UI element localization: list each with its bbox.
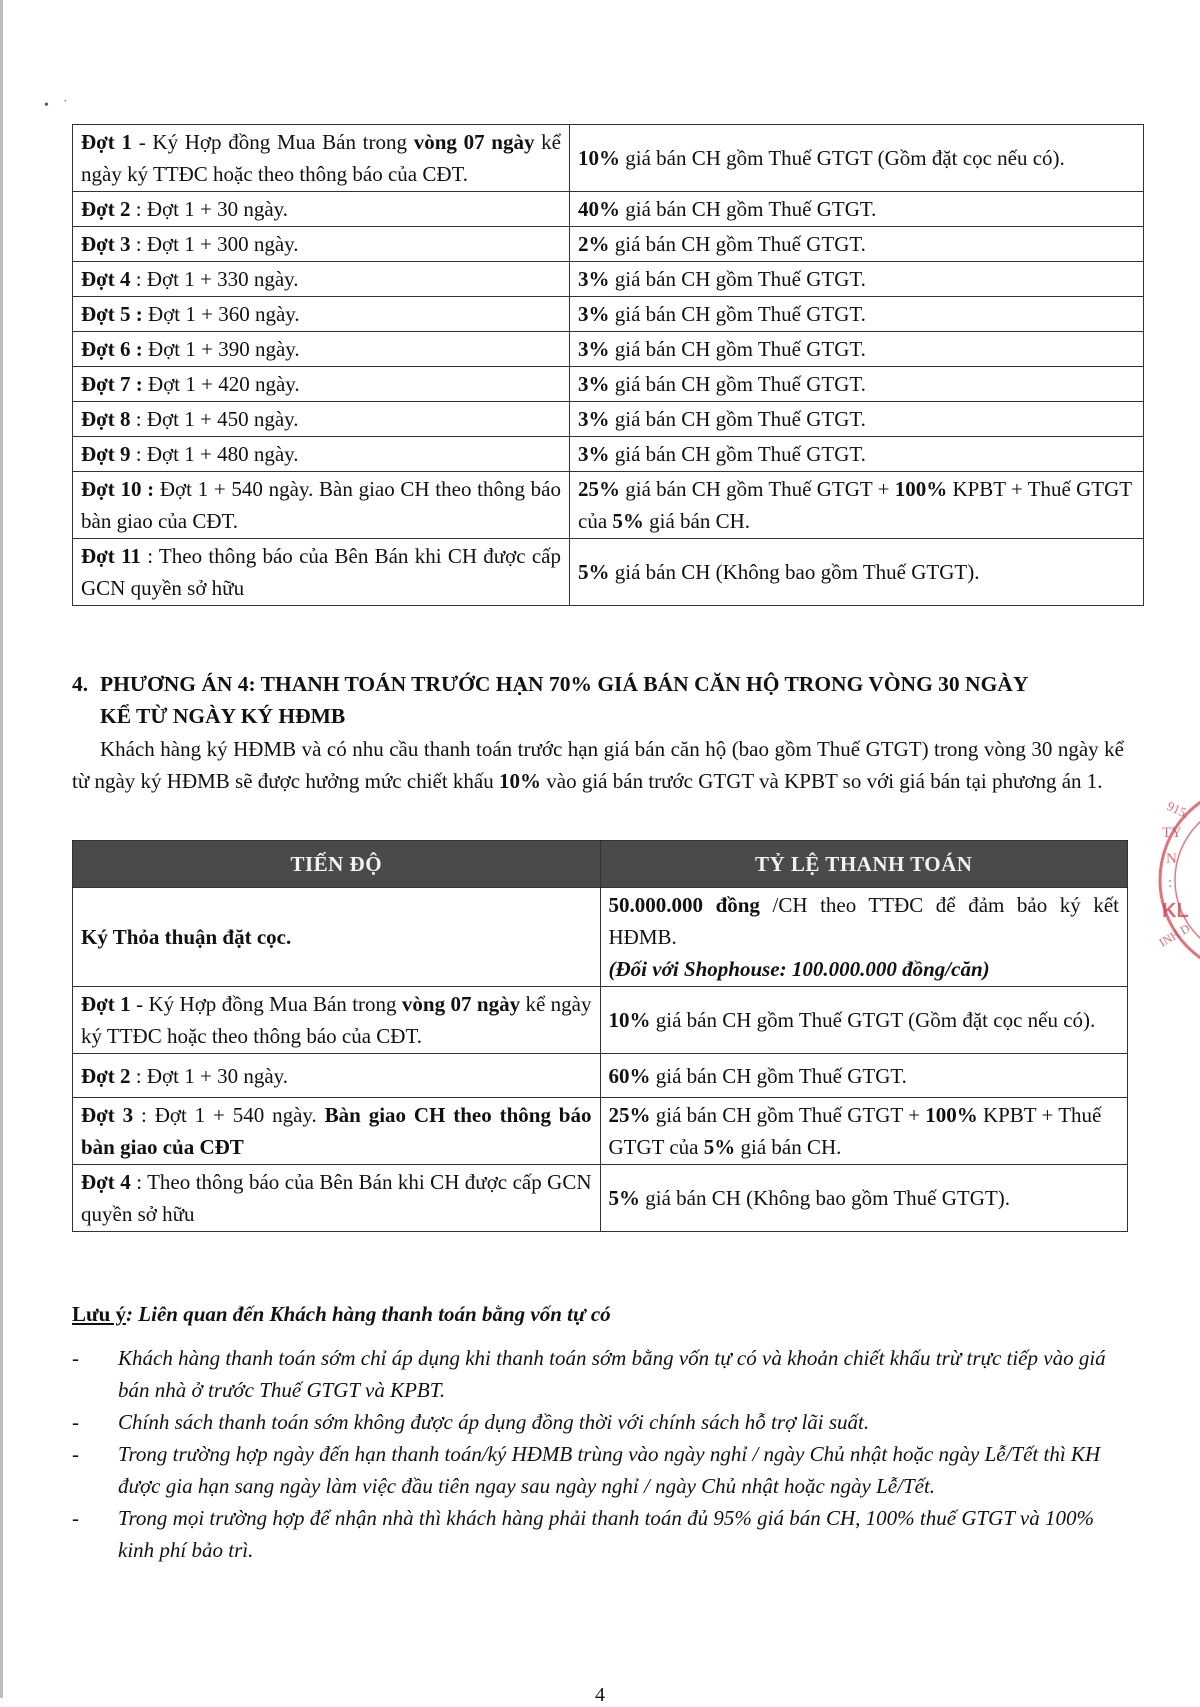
rate-cell: 60% giá bán CH gồm Thuế GTGT. [600, 1054, 1128, 1098]
note-heading: Lưu ý: Liên quan đến Khách hàng thanh toán bằng vốn tự có [72, 1302, 611, 1326]
table-row [73, 1098, 1128, 1165]
rate-cell: 3% giá bán CH gồm Thuế GTGT. [570, 297, 1144, 332]
list-item: - Khách hàng thanh toán sớm chỉ áp dụng khi thanh toán sớm bằng vốn tự có và khoản chiết khấu trừ trực tiếp vào giá bán nhà ở trước Thuế GTGT và KPBT. [72, 1346, 1106, 1402]
stage-cell: Đợt 1 - Ký Hợp đồng Mua Bán trong vòng 07 ngày kể ngày ký TTĐC hoặc theo thông báo của CĐT. [73, 125, 570, 192]
list-item: - Trong mọi trường hợp để nhận nhà thì khách hàng phải thanh toán đủ 95% giá bán CH, 100% thuế GTGT và 100% kinh phí bảo trì. [72, 1506, 1094, 1562]
table-row [73, 1165, 1128, 1232]
rate-cell: 3% giá bán CH gồm Thuế GTGT. [570, 332, 1144, 367]
scan-edge [0, 0, 3, 1698]
rate-cell: 10% giá bán CH gồm Thuế GTGT (Gồm đặt cọc nếu có). [600, 987, 1128, 1054]
section-4-description: Khách hàng ký HĐMB và có nhu cầu thanh toán trước hạn giá bán căn hộ (bao gồm Thuế GTGT) trong vòng 30 ngày kể từ ngày ký HĐMB sẽ được hưởng mức chiết khấu 10% vào giá bán trước GTGT và KPBT so với giá bán tại phương án 1. [72, 737, 1124, 793]
stage-cell: Đợt 7 : Đợt 1 + 420 ngày. [73, 367, 570, 402]
column-header-progress: TIẾN ĐỘ [73, 841, 601, 888]
table-row [73, 332, 1144, 367]
stage-cell: Đợt 4 : Đợt 1 + 330 ngày. [73, 262, 570, 297]
table-row [73, 437, 1144, 472]
table-row [73, 987, 1128, 1054]
svg-text::: : [1168, 875, 1173, 891]
page-number: 4 [595, 1684, 605, 1706]
list-item: - Trong trường hợp ngày đến hạn thanh toán/ký HĐMB trùng vào ngày nghỉ / ngày Chủ nhật hoặc ngày Lễ/Tết thì KH được gia hạn sang ngày làm việc đầu tiên ngay sau ngày nghỉ / ngày Chủ nhật hoặc ngày Lễ/Tết. [72, 1442, 1101, 1498]
svg-text:N: N [1166, 851, 1177, 867]
stage-cell: Đợt 3 : Đợt 1 + 300 ngày. [73, 227, 570, 262]
stage-cell: Đợt 4 : Theo thông báo của Bên Bán khi CH được cấp GCN quyền sở hữu [73, 1165, 601, 1232]
payment-schedule-table-plan4 [72, 840, 1128, 1232]
rate-cell: 3% giá bán CH gồm Thuế GTGT. [570, 367, 1144, 402]
rate-cell: 50.000.000 đồng /CH theo TTĐC để đảm bảo ký kết HĐMB. (Đối với Shophouse: 100.000.000 đồng/căn) [600, 888, 1128, 987]
stage-cell: Đợt 5 : Đợt 1 + 360 ngày. [73, 297, 570, 332]
section-number: 4. [72, 672, 89, 696]
table-row [73, 297, 1144, 332]
rate-cell: 25% giá bán CH gồm Thuế GTGT + 100% KPBT + Thuế GTGT của 5% giá bán CH. [570, 472, 1144, 539]
rate-cell: 3% giá bán CH gồm Thuế GTGT. [570, 437, 1144, 472]
column-header-payment-rate: TỶ LỆ THANH TOÁN [600, 841, 1128, 888]
table-header-row [73, 841, 1128, 888]
rate-cell: 5% giá bán CH (Không bao gồm Thuế GTGT). [600, 1165, 1128, 1232]
stage-cell: Đợt 2 : Đợt 1 + 30 ngày. [73, 1054, 601, 1098]
rate-cell: 3% giá bán CH gồm Thuế GTGT. [570, 262, 1144, 297]
note-label: Lưu ý [72, 1302, 127, 1326]
table-row [73, 1054, 1128, 1098]
stage-cell: Đợt 9 : Đợt 1 + 480 ngày. [73, 437, 570, 472]
stage-cell: Đợt 11 : Theo thông báo của Bên Bán khi CH được cấp GCN quyền sở hữu [73, 539, 570, 606]
rate-cell: 2% giá bán CH gồm Thuế GTGT. [570, 227, 1144, 262]
payment-schedule-table-previous [72, 124, 1144, 606]
stage-cell: Đợt 3 : Đợt 1 + 540 ngày. Bàn giao CH theo thông báo bàn giao của CĐT [73, 1098, 601, 1165]
section-4-heading [72, 668, 1132, 732]
section-title-line2: KỂ TỪ NGÀY KÝ HĐMB [100, 704, 346, 728]
section-title-line1: PHƯƠNG ÁN 4: THANH TOÁN TRƯỚC HẠN 70% GIÁ BÁN CĂN HỘ TRONG VÒNG 30 NGÀY [100, 672, 1029, 696]
svg-text:TY: TY [1162, 825, 1182, 841]
rate-cell: 3% giá bán CH gồm Thuế GTGT. [570, 402, 1144, 437]
company-seal-stamp [1150, 775, 1200, 985]
list-item: - Chính sách thanh toán sớm không được áp dụng đồng thời với chính sách hỗ trợ lãi suất. [72, 1410, 870, 1434]
svg-text:915.: 915. [1164, 798, 1192, 822]
rate-cell: 25% giá bán CH gồm Thuế GTGT + 100% KPBT + Thuế GTGT của 5% giá bán CH. [600, 1098, 1128, 1165]
table-row [73, 367, 1144, 402]
rate-cell: 5% giá bán CH (Không bao gồm Thuế GTGT). [570, 539, 1144, 606]
table-row [73, 125, 1144, 192]
scan-speck: • ˙ [44, 98, 68, 113]
stage-cell: Đợt 8 : Đợt 1 + 450 ngày. [73, 402, 570, 437]
table-row [73, 402, 1144, 437]
rate-cell: 10% giá bán CH gồm Thuế GTGT (Gồm đặt cọc nếu có). [570, 125, 1144, 192]
table-row [73, 227, 1144, 262]
table-row [73, 472, 1144, 539]
table-row [73, 888, 1128, 987]
stage-cell: Đợt 6 : Đợt 1 + 390 ngày. [73, 332, 570, 367]
svg-text:KL: KL [1162, 900, 1189, 922]
note-list [72, 1342, 1128, 1566]
svg-text:INH D: INH D [1156, 920, 1193, 950]
table-row [73, 539, 1144, 606]
rate-cell: 40% giá bán CH gồm Thuế GTGT. [570, 192, 1144, 227]
table-row [73, 192, 1144, 227]
stage-cell: Đợt 2 : Đợt 1 + 30 ngày. [73, 192, 570, 227]
stage-cell: Đợt 1 - Ký Hợp đồng Mua Bán trong vòng 07 ngày kể ngày ký TTĐC hoặc theo thông báo của CĐT. [73, 987, 601, 1054]
stage-cell: Ký Thỏa thuận đặt cọc. [73, 888, 601, 987]
stage-cell: Đợt 10 : Đợt 1 + 540 ngày. Bàn giao CH theo thông báo bàn giao của CĐT. [73, 472, 570, 539]
table-row [73, 262, 1144, 297]
